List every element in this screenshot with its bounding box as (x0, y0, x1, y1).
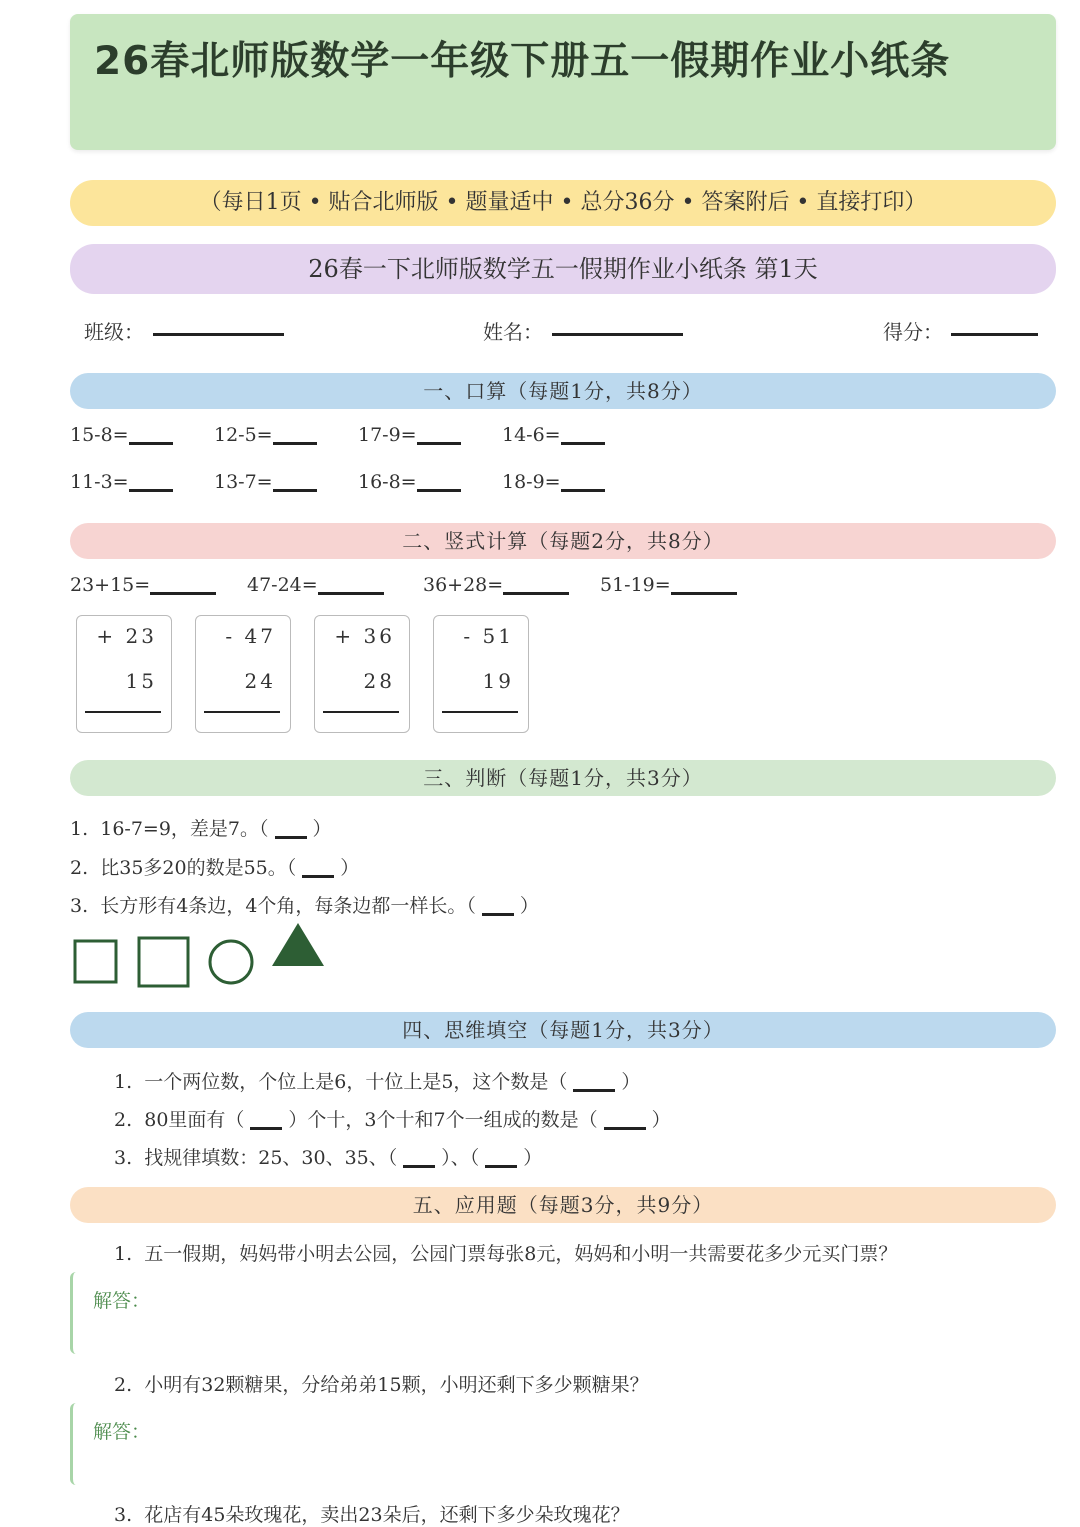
answer-blank[interactable] (482, 913, 514, 916)
answer-blank[interactable] (273, 442, 317, 445)
mental-calc-item: 14-6= (502, 424, 605, 446)
vertical-calc-item: 47-24= (247, 574, 384, 596)
mental-calc-item: 18-9= (502, 471, 605, 493)
answer-blank[interactable] (403, 1165, 435, 1168)
answer-blank[interactable] (250, 1127, 282, 1130)
mental-calc-item: 11-3= (70, 471, 173, 493)
mental-calc-item: 13-7= (214, 471, 317, 493)
answer-blank[interactable] (561, 442, 605, 445)
answer-blank[interactable] (273, 489, 317, 492)
mental-calc-item: 17-9= (358, 424, 461, 446)
name-label: 姓名： (483, 320, 543, 344)
section2-heading: 二、竖式计算（每题2分，共8分） (70, 523, 1056, 559)
vertical-calc-top: + 23 (96, 624, 157, 648)
page-title: 26春北师版数学一年级下册五一假期作业小纸条 (94, 39, 951, 84)
section4-heading: 四、思维填空（每题1分，共3分） (70, 1012, 1056, 1048)
answer-label: 解答： (93, 1421, 151, 1443)
mental-calc-item: 15-8= (70, 424, 173, 446)
fill-in-item: 3. 找规律填数：25、30、35、（ ）、（ ） (114, 1147, 543, 1169)
vertical-calc-box[interactable] (195, 615, 291, 733)
square-shape-large-icon (139, 938, 188, 986)
vertical-calc-top: - 47 (225, 624, 276, 648)
section5-heading: 五、应用题（每题3分，共9分） (70, 1187, 1056, 1223)
class-label: 班级： (84, 320, 144, 344)
answer-blank[interactable] (275, 836, 307, 839)
section1-heading: 一、口算（每题1分，共8分） (70, 373, 1056, 409)
vertical-calc-rule (204, 711, 280, 713)
word-problem-item: 2. 小明有32颗糖果，分给弟弟15颗，小明还剩下多少颗糖果？ (114, 1374, 649, 1396)
vertical-calc-item: 51-19= (600, 574, 737, 596)
answer-blank[interactable] (604, 1127, 646, 1130)
answer-blank[interactable] (671, 592, 737, 595)
mental-calc-item: 16-8= (358, 471, 461, 493)
vertical-calc-rule (85, 711, 161, 713)
section3-heading: 三、判断（每题1分，共3分） (70, 760, 1056, 796)
word-problem-item: 1. 五一假期，妈妈带小明去公园，公园门票每张8元，妈妈和小明一共需要花多少元买门票？ (114, 1243, 898, 1265)
score-field[interactable] (951, 333, 1038, 336)
vertical-calc-box[interactable] (433, 615, 529, 733)
answer-blank[interactable] (150, 592, 216, 595)
answer-blank[interactable] (318, 592, 384, 595)
vertical-calc-rule (323, 711, 399, 713)
answer-area[interactable] (70, 1403, 1053, 1485)
answer-label: 解答： (93, 1290, 151, 1312)
answer-blank[interactable] (573, 1089, 615, 1092)
vertical-calc-bottom: 28 (363, 669, 395, 693)
vertical-calc-box[interactable] (76, 615, 172, 733)
vertical-calc-item: 23+15= (70, 574, 216, 596)
day-title-banner: 26春一下北师版数学五一假期作业小纸条 第1天 (70, 244, 1056, 294)
mental-calc-item: 12-5= (214, 424, 317, 446)
answer-blank[interactable] (503, 592, 569, 595)
vertical-calc-bottom: 15 (125, 669, 157, 693)
name-field[interactable] (552, 333, 683, 336)
score-label: 得分： (883, 320, 943, 344)
judgment-item: 1. 16-7=9，差是7。（ ） (70, 818, 332, 840)
shapes-illustration (70, 918, 340, 990)
vertical-calc-bottom: 19 (482, 669, 514, 693)
answer-blank[interactable] (417, 489, 461, 492)
answer-area[interactable] (70, 1272, 1053, 1354)
square-shape-icon (75, 941, 116, 982)
answer-blank[interactable] (417, 442, 461, 445)
vertical-calc-bottom: 24 (244, 669, 276, 693)
judgment-item: 3. 长方形有4条边，4个角，每条边都一样长。（ ） (70, 895, 539, 917)
answer-blank[interactable] (302, 875, 334, 878)
word-problem-item: 3. 花店有45朵玫瑰花，卖出23朵后，还剩下多少朵玫瑰花？ (114, 1504, 630, 1526)
triangle-shape-icon (272, 923, 324, 966)
judgment-item: 2. 比35多20的数是55。（ ） (70, 857, 360, 879)
vertical-calc-box[interactable] (314, 615, 410, 733)
vertical-calc-top: - 51 (463, 624, 514, 648)
fill-in-item: 1. 一个两位数，个位上是6，十位上是5，这个数是（ ） (114, 1071, 641, 1093)
class-field[interactable] (153, 333, 284, 336)
answer-blank[interactable] (561, 489, 605, 492)
vertical-calc-top: + 36 (334, 624, 395, 648)
answer-blank[interactable] (129, 442, 173, 445)
answer-blank[interactable] (129, 489, 173, 492)
circle-shape-icon (210, 941, 252, 983)
answer-blank[interactable] (485, 1165, 517, 1168)
subtitle-banner: （每日1页 • 贴合北师版 • 题量适中 • 总分36分 • 答案附后 • 直接打印） (70, 180, 1056, 226)
vertical-calc-rule (442, 711, 518, 713)
vertical-calc-item: 36+28= (423, 574, 569, 596)
fill-in-item: 2. 80里面有（ ）个十，3个十和7个一组成的数是（ ） (114, 1109, 671, 1131)
